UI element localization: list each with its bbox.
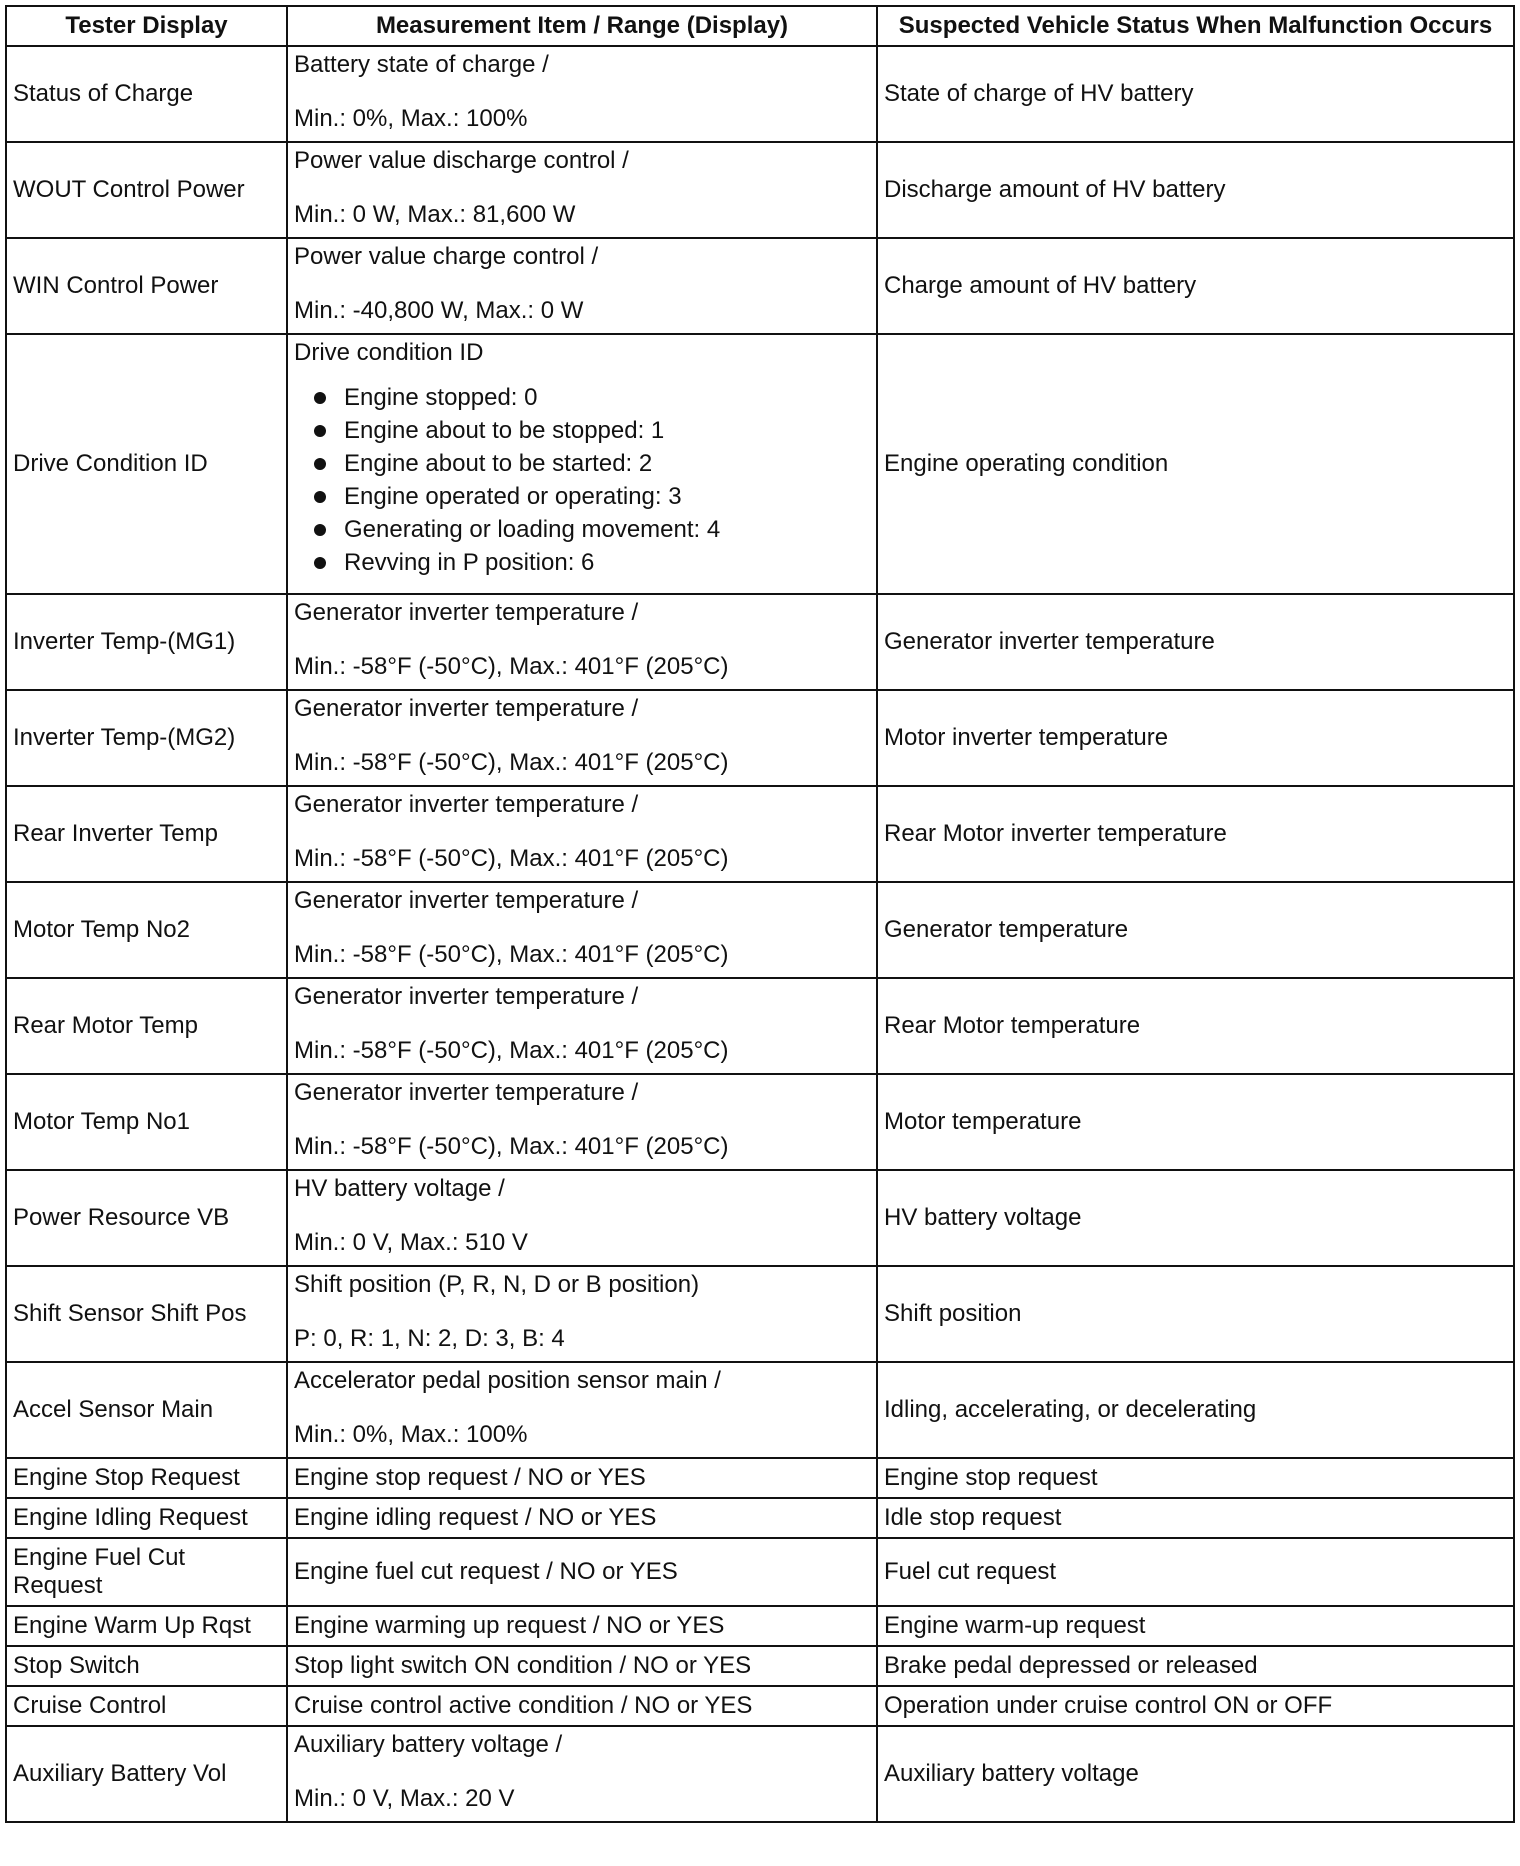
- status-cell: Brake pedal depressed or released: [877, 1646, 1514, 1686]
- measurement-cell: Cruise control active condition / NO or YES: [287, 1686, 877, 1726]
- measurement-range: Min.: 0%, Max.: 100%: [294, 105, 528, 132]
- tester-display-cell: Engine Idling Request: [6, 1498, 287, 1538]
- status-cell: Engine stop request: [877, 1458, 1514, 1498]
- measurement-item: Generator inverter temperature /: [294, 887, 639, 914]
- measurement-item: Drive condition ID: [294, 339, 484, 366]
- data-list-table: [5, 5, 1515, 1823]
- table-row: [6, 882, 1514, 978]
- table-row: [6, 1726, 1514, 1822]
- measurement-range: Min.: -58°F (-50°C), Max.: 401°F (205°C): [294, 1133, 729, 1160]
- measurement-cell: Stop light switch ON condition / NO or YES: [287, 1646, 877, 1686]
- measurement-cell: Engine fuel cut request / NO or YES: [287, 1538, 877, 1606]
- measurement-cell: [287, 1170, 877, 1266]
- tester-display-cell: Auxiliary Battery Vol: [6, 1726, 287, 1822]
- measurement-item: HV battery voltage /: [294, 1175, 505, 1202]
- status-cell: State of charge of HV battery: [877, 46, 1514, 142]
- table-row: [6, 978, 1514, 1074]
- measurement-cell: [287, 882, 877, 978]
- header-suspected-status: Suspected Vehicle Status When Malfunction Occurs: [877, 6, 1514, 46]
- table-row: [6, 1646, 1514, 1686]
- measurement-range: P: 0, R: 1, N: 2, D: 3, B: 4: [294, 1325, 565, 1352]
- measurement-range: Min.: 0 W, Max.: 81,600 W: [294, 201, 576, 228]
- measurement-range: Min.: 0 V, Max.: 510 V: [294, 1229, 528, 1256]
- table-row: [6, 594, 1514, 690]
- tester-display-cell: Inverter Temp-(MG2): [6, 690, 287, 786]
- measurement-cell: [287, 142, 877, 238]
- tester-display-cell: Shift Sensor Shift Pos: [6, 1266, 287, 1362]
- measurement-range: Min.: -58°F (-50°C), Max.: 401°F (205°C): [294, 749, 729, 776]
- status-cell: Idling, accelerating, or decelerating: [877, 1362, 1514, 1458]
- tester-display-cell: Rear Inverter Temp: [6, 786, 287, 882]
- list-item: Engine about to be stopped: 1: [314, 414, 870, 447]
- tester-display-cell: Drive Condition ID: [6, 334, 287, 594]
- measurement-range: Min.: -58°F (-50°C), Max.: 401°F (205°C): [294, 653, 729, 680]
- status-cell: Shift position: [877, 1266, 1514, 1362]
- status-cell: HV battery voltage: [877, 1170, 1514, 1266]
- header-tester-display: Tester Display: [6, 6, 287, 46]
- measurement-cell: Engine stop request / NO or YES: [287, 1458, 877, 1498]
- status-cell: Discharge amount of HV battery: [877, 142, 1514, 238]
- list-item: Revving in P position: 6: [314, 546, 870, 579]
- measurement-cell: [287, 594, 877, 690]
- list-item: Generating or loading movement: 4: [314, 513, 870, 546]
- table-row: [6, 786, 1514, 882]
- table-row: [6, 238, 1514, 334]
- measurement-item: Generator inverter temperature /: [294, 1079, 639, 1106]
- status-cell: Charge amount of HV battery: [877, 238, 1514, 334]
- status-cell: Fuel cut request: [877, 1538, 1514, 1606]
- table-row: [6, 46, 1514, 142]
- status-cell: Generator temperature: [877, 882, 1514, 978]
- table-row: [6, 1266, 1514, 1362]
- measurement-item: Power value charge control /: [294, 243, 599, 270]
- status-cell: Engine operating condition: [877, 334, 1514, 594]
- list-item: Engine operated or operating: 3: [314, 480, 870, 513]
- tester-display-cell: Cruise Control: [6, 1686, 287, 1726]
- status-cell: Generator inverter temperature: [877, 594, 1514, 690]
- measurement-range: Min.: -58°F (-50°C), Max.: 401°F (205°C): [294, 1037, 729, 1064]
- measurement-range: Min.: -40,800 W, Max.: 0 W: [294, 297, 584, 324]
- measurement-item: Battery state of charge /: [294, 51, 549, 78]
- status-cell: Operation under cruise control ON or OFF: [877, 1686, 1514, 1726]
- tester-display-cell: Engine Fuel Cut Request: [6, 1538, 287, 1606]
- data-list-page: [5, 5, 1513, 1823]
- tester-display-cell: Engine Stop Request: [6, 1458, 287, 1498]
- status-cell: Engine warm-up request: [877, 1606, 1514, 1646]
- table-row: [6, 334, 1514, 594]
- table-row: [6, 1498, 1514, 1538]
- tester-display-cell: Motor Temp No1: [6, 1074, 287, 1170]
- status-cell: Rear Motor inverter temperature: [877, 786, 1514, 882]
- status-cell: Idle stop request: [877, 1498, 1514, 1538]
- table-row: [6, 1606, 1514, 1646]
- measurement-cell: Engine idling request / NO or YES: [287, 1498, 877, 1538]
- measurement-cell: [287, 1266, 877, 1362]
- measurement-item: Accelerator pedal position sensor main /: [294, 1367, 721, 1394]
- status-cell: Auxiliary battery voltage: [877, 1726, 1514, 1822]
- tester-display-cell: WIN Control Power: [6, 238, 287, 334]
- measurement-item: Power value discharge control /: [294, 147, 629, 174]
- measurement-range: Min.: 0 V, Max.: 20 V: [294, 1785, 515, 1812]
- tester-display-cell: WOUT Control Power: [6, 142, 287, 238]
- tester-display-cell: Inverter Temp-(MG1): [6, 594, 287, 690]
- tester-display-cell: Status of Charge: [6, 46, 287, 142]
- list-item: Engine about to be started: 2: [314, 447, 870, 480]
- measurement-item: Generator inverter temperature /: [294, 695, 639, 722]
- measurement-cell: [287, 238, 877, 334]
- status-cell: Rear Motor temperature: [877, 978, 1514, 1074]
- table-row: [6, 1686, 1514, 1726]
- measurement-item: Generator inverter temperature /: [294, 983, 639, 1010]
- measurement-item: Auxiliary battery voltage /: [294, 1731, 563, 1758]
- drive-condition-list: [294, 381, 870, 579]
- measurement-range: Min.: -58°F (-50°C), Max.: 401°F (205°C): [294, 941, 729, 968]
- measurement-item: Shift position (P, R, N, D or B position): [294, 1271, 700, 1298]
- table-row: [6, 1362, 1514, 1458]
- tester-display-cell: Stop Switch: [6, 1646, 287, 1686]
- tester-display-cell: Accel Sensor Main: [6, 1362, 287, 1458]
- measurement-cell: [287, 690, 877, 786]
- table-row: [6, 142, 1514, 238]
- header-row: [6, 6, 1514, 46]
- measurement-cell: [287, 978, 877, 1074]
- status-cell: Motor inverter temperature: [877, 690, 1514, 786]
- tester-display-cell: Engine Warm Up Rqst: [6, 1606, 287, 1646]
- tester-display-cell: Motor Temp No2: [6, 882, 287, 978]
- measurement-cell: [287, 1726, 877, 1822]
- tester-display-cell: Power Resource VB: [6, 1170, 287, 1266]
- measurement-cell: [287, 786, 877, 882]
- measurement-range: Min.: 0%, Max.: 100%: [294, 1421, 528, 1448]
- measurement-item: Generator inverter temperature /: [294, 791, 639, 818]
- table-row: [6, 1538, 1514, 1606]
- tester-display-cell: Rear Motor Temp: [6, 978, 287, 1074]
- list-item: Engine stopped: 0: [314, 381, 870, 414]
- measurement-cell: [287, 1362, 877, 1458]
- table-row: [6, 690, 1514, 786]
- table-row: [6, 1458, 1514, 1498]
- measurement-item: Generator inverter temperature /: [294, 599, 639, 626]
- measurement-cell: [287, 334, 877, 594]
- measurement-range: Min.: -58°F (-50°C), Max.: 401°F (205°C): [294, 845, 729, 872]
- measurement-cell: [287, 46, 877, 142]
- status-cell: Motor temperature: [877, 1074, 1514, 1170]
- measurement-cell: [287, 1074, 877, 1170]
- measurement-cell: Engine warming up request / NO or YES: [287, 1606, 877, 1646]
- table-row: [6, 1170, 1514, 1266]
- table-row: [6, 1074, 1514, 1170]
- header-measurement-item: Measurement Item / Range (Display): [287, 6, 877, 46]
